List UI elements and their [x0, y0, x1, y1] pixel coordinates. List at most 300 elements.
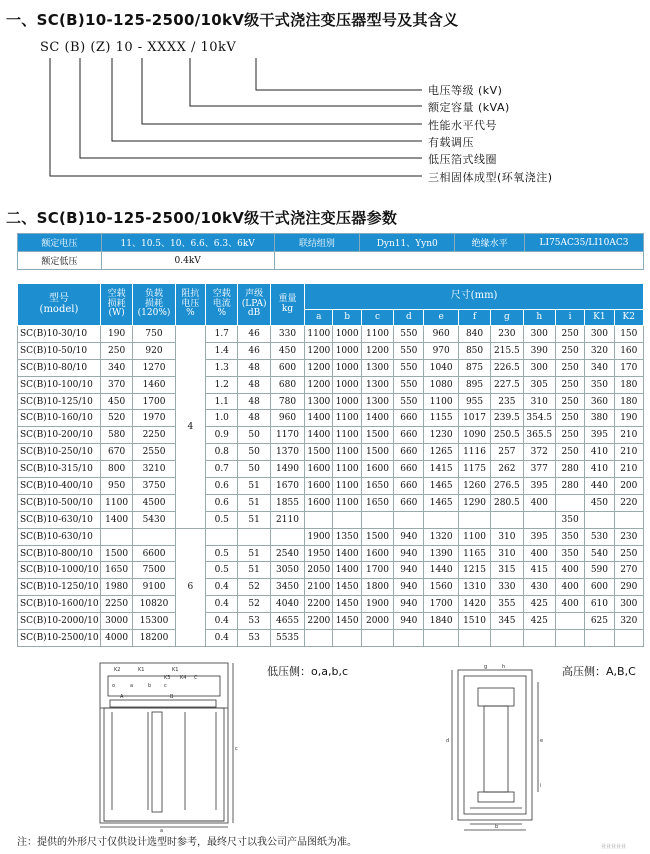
svg-text:b: b [148, 683, 152, 689]
svg-text:b: b [495, 824, 499, 830]
table-cell: 350 [555, 511, 584, 528]
table-cell [555, 613, 584, 630]
table-cell: 2250 [100, 596, 132, 613]
table-cell: 415 [523, 562, 555, 579]
table-cell: 2250 [133, 427, 175, 444]
table-cell: 52 [238, 579, 270, 596]
table-cell: 1390 [424, 545, 458, 562]
table-cell: 2110 [270, 511, 304, 528]
table-cell: 48 [238, 393, 270, 410]
table-cell [333, 511, 361, 528]
table-cell: 190 [614, 410, 643, 427]
table-row [18, 596, 644, 613]
table-cell: 250.5 [491, 427, 523, 444]
table-cell: 1500 [361, 444, 393, 461]
table-cell: 210 [614, 427, 643, 444]
table-row [18, 427, 644, 444]
table-cell: 520 [100, 410, 132, 427]
table-cell: 9100 [133, 579, 175, 596]
table-cell: 51 [238, 545, 270, 562]
table-cell: 300 [614, 596, 643, 613]
table-cell: 6600 [133, 545, 175, 562]
hdr-noload: 空载 损耗 (W) [100, 284, 132, 326]
table-cell: 1175 [458, 461, 490, 478]
table-cell: 250 [555, 376, 584, 393]
table-cell: 1300 [361, 359, 393, 376]
hdr-dim-k2: K2 [614, 310, 643, 326]
table-cell: 280.5 [491, 494, 523, 511]
table-row [18, 528, 644, 545]
table-cell: 1400 [361, 410, 393, 427]
table-row [18, 511, 644, 528]
table-cell: 450 [100, 393, 132, 410]
model-cell: SC(B)10-1250/10 [18, 579, 101, 596]
table-cell: 220 [614, 494, 643, 511]
table-cell: 1450 [333, 596, 361, 613]
table-cell: 400 [555, 596, 584, 613]
model-cell: SC(B)10-2000/10 [18, 613, 101, 630]
table-cell: 1270 [133, 359, 175, 376]
table-cell: 372 [523, 444, 555, 461]
table-cell: 4040 [270, 596, 304, 613]
model-cell: SC(B)10-315/10 [18, 461, 101, 478]
table-cell: 0.5 [206, 545, 238, 562]
table-row [18, 410, 644, 427]
table-cell: 2550 [133, 444, 175, 461]
table-cell: 300 [523, 326, 555, 343]
table-cell [270, 528, 304, 545]
table-cell: 46 [238, 342, 270, 359]
table-cell: 1.0 [206, 410, 238, 427]
table-cell: 1300 [361, 376, 393, 393]
table-cell [305, 630, 333, 647]
hdr-dim-c: c [361, 310, 393, 326]
table-cell: 1000 [333, 359, 361, 376]
table-cell: 250 [555, 393, 584, 410]
table-cell: 310 [491, 528, 523, 545]
table-cell: 377 [523, 461, 555, 478]
table-row [18, 444, 644, 461]
table-cell: 1116 [458, 444, 490, 461]
table-cell: 580 [100, 427, 132, 444]
svg-text:e: e [540, 738, 544, 744]
svg-text:K1: K1 [138, 667, 145, 673]
table-cell: 50 [238, 444, 270, 461]
table-cell: 52 [238, 596, 270, 613]
table-cell: 355 [491, 596, 523, 613]
param-table-body [18, 326, 644, 647]
table-cell: 530 [585, 528, 614, 545]
table-cell: 1000 [333, 376, 361, 393]
table-cell: 1415 [424, 461, 458, 478]
table-cell: 670 [100, 444, 132, 461]
table-cell: 48 [238, 359, 270, 376]
svg-text:g: g [484, 664, 488, 670]
table-cell: 1500 [305, 444, 333, 461]
table-cell: 1100 [333, 427, 361, 444]
hdr-impedance: 阻抗 电压 % [175, 284, 205, 326]
table-cell: 1260 [458, 478, 490, 495]
table-cell [614, 630, 643, 647]
hdr-dim-b: b [333, 310, 361, 326]
table-cell: 1950 [305, 545, 333, 562]
table-cell: 51 [238, 511, 270, 528]
table-cell: 1000 [333, 342, 361, 359]
table-cell: 0.6 [206, 478, 238, 495]
table-cell: 1800 [361, 579, 393, 596]
table-cell: 1450 [333, 613, 361, 630]
hdr-dim-i: i [555, 310, 584, 326]
table-cell: 450 [270, 342, 304, 359]
model-cell: SC(B)10-1600/10 [18, 596, 101, 613]
info-row-voltage [18, 234, 644, 252]
table-cell: 395 [523, 478, 555, 495]
table-cell: 960 [270, 410, 304, 427]
table-cell: 1310 [458, 579, 490, 596]
table-cell: 280 [555, 461, 584, 478]
legend-onload: 有载调压 [428, 136, 474, 149]
table-cell: 1700 [133, 393, 175, 410]
table-cell: 660 [394, 494, 424, 511]
table-cell: 1230 [424, 427, 458, 444]
table-cell [206, 528, 238, 545]
table-cell: 320 [614, 613, 643, 630]
table-cell: 600 [270, 359, 304, 376]
connection-label: 联结组别 [274, 234, 360, 252]
table-cell: 550 [394, 376, 424, 393]
table-cell: 0.4 [206, 613, 238, 630]
table-cell: 53 [238, 613, 270, 630]
table-cell: 390 [523, 342, 555, 359]
table-cell: 1600 [361, 545, 393, 562]
table-cell: 780 [270, 393, 304, 410]
table-cell: 46 [238, 326, 270, 343]
param-table [17, 283, 644, 647]
model-cell: SC(B)10-800/10 [18, 545, 101, 562]
hdr-current: 空载 电流 % [206, 284, 238, 326]
table-cell: 1.2 [206, 376, 238, 393]
table-cell: 50 [238, 461, 270, 478]
model-cell: SC(B)10-630/10 [18, 528, 101, 545]
table-cell: 15300 [133, 613, 175, 630]
table-cell: 380 [585, 410, 614, 427]
table-cell: 3210 [133, 461, 175, 478]
table-cell: 1400 [305, 427, 333, 444]
table-cell [100, 528, 132, 545]
table-row [18, 494, 644, 511]
table-cell: 1700 [424, 596, 458, 613]
table-cell: 940 [394, 596, 424, 613]
connection-value: Dyn11、Yyn0 [360, 234, 455, 252]
table-cell: 310 [523, 393, 555, 410]
table-cell: 1100 [333, 410, 361, 427]
table-cell: 2000 [361, 613, 393, 630]
legend-epoxy: 三相固体成型(环氧浇注) [428, 171, 553, 184]
table-cell: 1855 [270, 494, 304, 511]
rated-low-value: 0.4kV [101, 252, 274, 270]
table-cell: 1900 [361, 596, 393, 613]
model-cell: SC(B)10-630/10 [18, 511, 101, 528]
table-cell: 51 [238, 494, 270, 511]
table-cell: 1600 [305, 461, 333, 478]
table-cell: 210 [614, 444, 643, 461]
table-cell: 1600 [361, 461, 393, 478]
table-cell: 610 [585, 596, 614, 613]
table-cell: 1155 [424, 410, 458, 427]
table-cell: 340 [100, 359, 132, 376]
table-cell: 262 [491, 461, 523, 478]
table-cell: 4000 [100, 630, 132, 647]
table-cell: 2100 [305, 579, 333, 596]
table-cell: 239.5 [491, 410, 523, 427]
table-cell: 1980 [100, 579, 132, 596]
table-cell: 960 [424, 326, 458, 343]
model-cell: SC(B)10-50/10 [18, 342, 101, 359]
corner-mark: 业业业业业 [601, 844, 627, 850]
table-cell: 250 [555, 342, 584, 359]
table-cell: 1700 [361, 562, 393, 579]
table-cell: 4500 [133, 494, 175, 511]
section2-title: 二、SC(B)10-125-2500/10kV级干式浇注变压器参数 [6, 209, 398, 227]
table-cell: 3050 [270, 562, 304, 579]
table-cell: 1600 [305, 494, 333, 511]
model-cell: SC(B)10-2500/10 [18, 630, 101, 647]
legend-foil: 低压箔式线圈 [428, 153, 497, 166]
table-cell: 1170 [270, 427, 304, 444]
table-cell: 10820 [133, 596, 175, 613]
hdr-weight: 重量 kg [270, 284, 304, 326]
table-cell: 200 [614, 478, 643, 495]
table-cell: 895 [458, 376, 490, 393]
table-cell: 450 [585, 494, 614, 511]
table-cell: 1017 [458, 410, 490, 427]
table-cell: 0.7 [206, 461, 238, 478]
table-row [18, 461, 644, 478]
svg-text:A: A [120, 694, 124, 700]
table-cell: 48 [238, 376, 270, 393]
table-cell: 1000 [333, 326, 361, 343]
hdr-dim-g: g [491, 310, 523, 326]
table-cell: 1300 [361, 393, 393, 410]
side-view-diagram [440, 662, 550, 832]
table-cell: 0.4 [206, 579, 238, 596]
table-cell: 0.8 [206, 444, 238, 461]
hdr-sound: 声级 (LPA) dB [238, 284, 270, 326]
model-cell: SC(B)10-160/10 [18, 410, 101, 427]
table-cell: 1200 [305, 359, 333, 376]
table-cell: 1100 [333, 494, 361, 511]
table-cell: 250 [555, 410, 584, 427]
hdr-dims: 尺寸(mm) [305, 284, 644, 310]
table-cell: 1460 [133, 376, 175, 393]
table-row [18, 376, 644, 393]
table-cell: 440 [585, 478, 614, 495]
table-cell: 330 [491, 579, 523, 596]
table-cell: 1440 [424, 562, 458, 579]
table-cell: 0.5 [206, 562, 238, 579]
table-cell: 1100 [305, 326, 333, 343]
table-cell: 1200 [305, 342, 333, 359]
table-cell: 1100 [100, 494, 132, 511]
hdr-dim-k1: K1 [585, 310, 614, 326]
table-cell: 1500 [361, 427, 393, 444]
model-cell: SC(B)10-250/10 [18, 444, 101, 461]
table-cell: 875 [458, 359, 490, 376]
table-cell [238, 528, 270, 545]
info-table [17, 233, 644, 270]
table-cell: 1600 [305, 478, 333, 495]
table-cell: 250 [555, 427, 584, 444]
table-cell: 1.3 [206, 359, 238, 376]
table-cell [491, 511, 523, 528]
table-cell [305, 511, 333, 528]
table-cell: 1100 [424, 393, 458, 410]
table-cell: 0.9 [206, 427, 238, 444]
rated-low-label: 额定低压 [18, 252, 102, 270]
table-cell: 230 [491, 326, 523, 343]
hdr-dim-h: h [523, 310, 555, 326]
table-cell: 170 [614, 359, 643, 376]
table-cell: 1090 [458, 427, 490, 444]
table-cell: 305 [523, 376, 555, 393]
table-cell: 940 [394, 579, 424, 596]
table-cell: 955 [458, 393, 490, 410]
table-cell: 1350 [333, 528, 361, 545]
table-cell: 300 [585, 326, 614, 343]
table-cell: 18200 [133, 630, 175, 647]
table-cell: 226.5 [491, 359, 523, 376]
svg-text:C: C [194, 675, 198, 681]
table-cell: 940 [394, 528, 424, 545]
table-cell [555, 494, 584, 511]
table-row [18, 478, 644, 495]
high-side-label: 高压侧：A,B,C [562, 665, 636, 678]
table-cell: 350 [585, 376, 614, 393]
table-cell: 1300 [305, 393, 333, 410]
table-cell: 300 [523, 359, 555, 376]
hdr-load: 负载 损耗 (120%) [133, 284, 175, 326]
table-cell: 590 [585, 562, 614, 579]
table-cell: 3000 [100, 613, 132, 630]
table-cell: 310 [491, 545, 523, 562]
table-cell: 550 [394, 359, 424, 376]
table-cell: 1.1 [206, 393, 238, 410]
table-cell [133, 528, 175, 545]
table-cell: 360 [585, 393, 614, 410]
table-cell [394, 511, 424, 528]
table-cell [614, 511, 643, 528]
table-cell: 53 [238, 630, 270, 647]
table-cell: 400 [523, 494, 555, 511]
hdr-dim-d: d [394, 310, 424, 326]
table-cell: 1900 [305, 528, 333, 545]
table-cell: 970 [424, 342, 458, 359]
table-cell [424, 630, 458, 647]
table-cell: 280 [555, 478, 584, 495]
table-cell: 50 [238, 427, 270, 444]
legend-capacity: 额定容量 (kVA) [428, 101, 510, 114]
table-cell: 257 [491, 444, 523, 461]
model-cell: SC(B)10-80/10 [18, 359, 101, 376]
table-cell: 250 [100, 342, 132, 359]
insulation-value: LI75AC35/LI10AC3 [525, 234, 644, 252]
table-cell: 230 [614, 528, 643, 545]
table-cell [394, 630, 424, 647]
table-cell: 1500 [361, 528, 393, 545]
table-cell: 1510 [458, 613, 490, 630]
table-cell: 395 [585, 427, 614, 444]
table-cell: 840 [458, 326, 490, 343]
table-cell: 1670 [270, 478, 304, 495]
info-row-low [18, 252, 644, 270]
table-cell [523, 511, 555, 528]
table-cell: 540 [585, 545, 614, 562]
table-cell: 400 [555, 562, 584, 579]
table-cell: 1370 [270, 444, 304, 461]
table-cell: 276.5 [491, 478, 523, 495]
table-row [18, 579, 644, 596]
svg-text:K1: K1 [172, 667, 179, 673]
table-cell: 340 [585, 359, 614, 376]
svg-text:c: c [235, 746, 238, 752]
table-cell [491, 630, 523, 647]
model-cell: SC(B)10-1000/10 [18, 562, 101, 579]
table-cell: 350 [555, 545, 584, 562]
table-cell: 1100 [333, 461, 361, 478]
front-view-diagram [90, 660, 240, 835]
table-cell: 1265 [424, 444, 458, 461]
table-cell: 354.5 [523, 410, 555, 427]
table-cell [333, 630, 361, 647]
hdr-dim-e: e [424, 310, 458, 326]
table-cell: 400 [555, 579, 584, 596]
table-cell: 5535 [270, 630, 304, 647]
table-cell [523, 630, 555, 647]
table-cell: 315 [491, 562, 523, 579]
table-cell: 410 [585, 461, 614, 478]
table-row [18, 342, 644, 359]
svg-text:i: i [540, 783, 542, 789]
table-cell: 2200 [305, 613, 333, 630]
table-cell: 1.7 [206, 326, 238, 343]
table-cell: 1320 [424, 528, 458, 545]
impedance-cell: 6 [175, 528, 205, 646]
table-cell: 1040 [424, 359, 458, 376]
table-cell: 0.6 [206, 494, 238, 511]
section1-title: 一、SC(B)10-125-2500/10kV级干式浇注变压器型号及其含义 [6, 11, 459, 29]
table-cell: 320 [585, 342, 614, 359]
table-cell: 1200 [361, 342, 393, 359]
table-cell: 410 [585, 444, 614, 461]
model-cell: SC(B)10-400/10 [18, 478, 101, 495]
table-cell: 1650 [361, 478, 393, 495]
table-cell: 0.5 [206, 511, 238, 528]
model-cell: SC(B)10-125/10 [18, 393, 101, 410]
svg-text:a: a [160, 828, 164, 834]
table-cell: 430 [523, 579, 555, 596]
table-cell: 215.5 [491, 342, 523, 359]
table-cell: 0.4 [206, 596, 238, 613]
impedance-cell: 4 [175, 326, 205, 529]
table-cell: 1450 [333, 579, 361, 596]
table-cell: 1560 [424, 579, 458, 596]
table-cell: 940 [394, 562, 424, 579]
table-cell: 940 [394, 545, 424, 562]
table-cell: 2200 [305, 596, 333, 613]
svg-text:B: B [170, 694, 174, 700]
table-cell: 750 [133, 326, 175, 343]
hdr-model: 型号 (model) [18, 284, 101, 326]
